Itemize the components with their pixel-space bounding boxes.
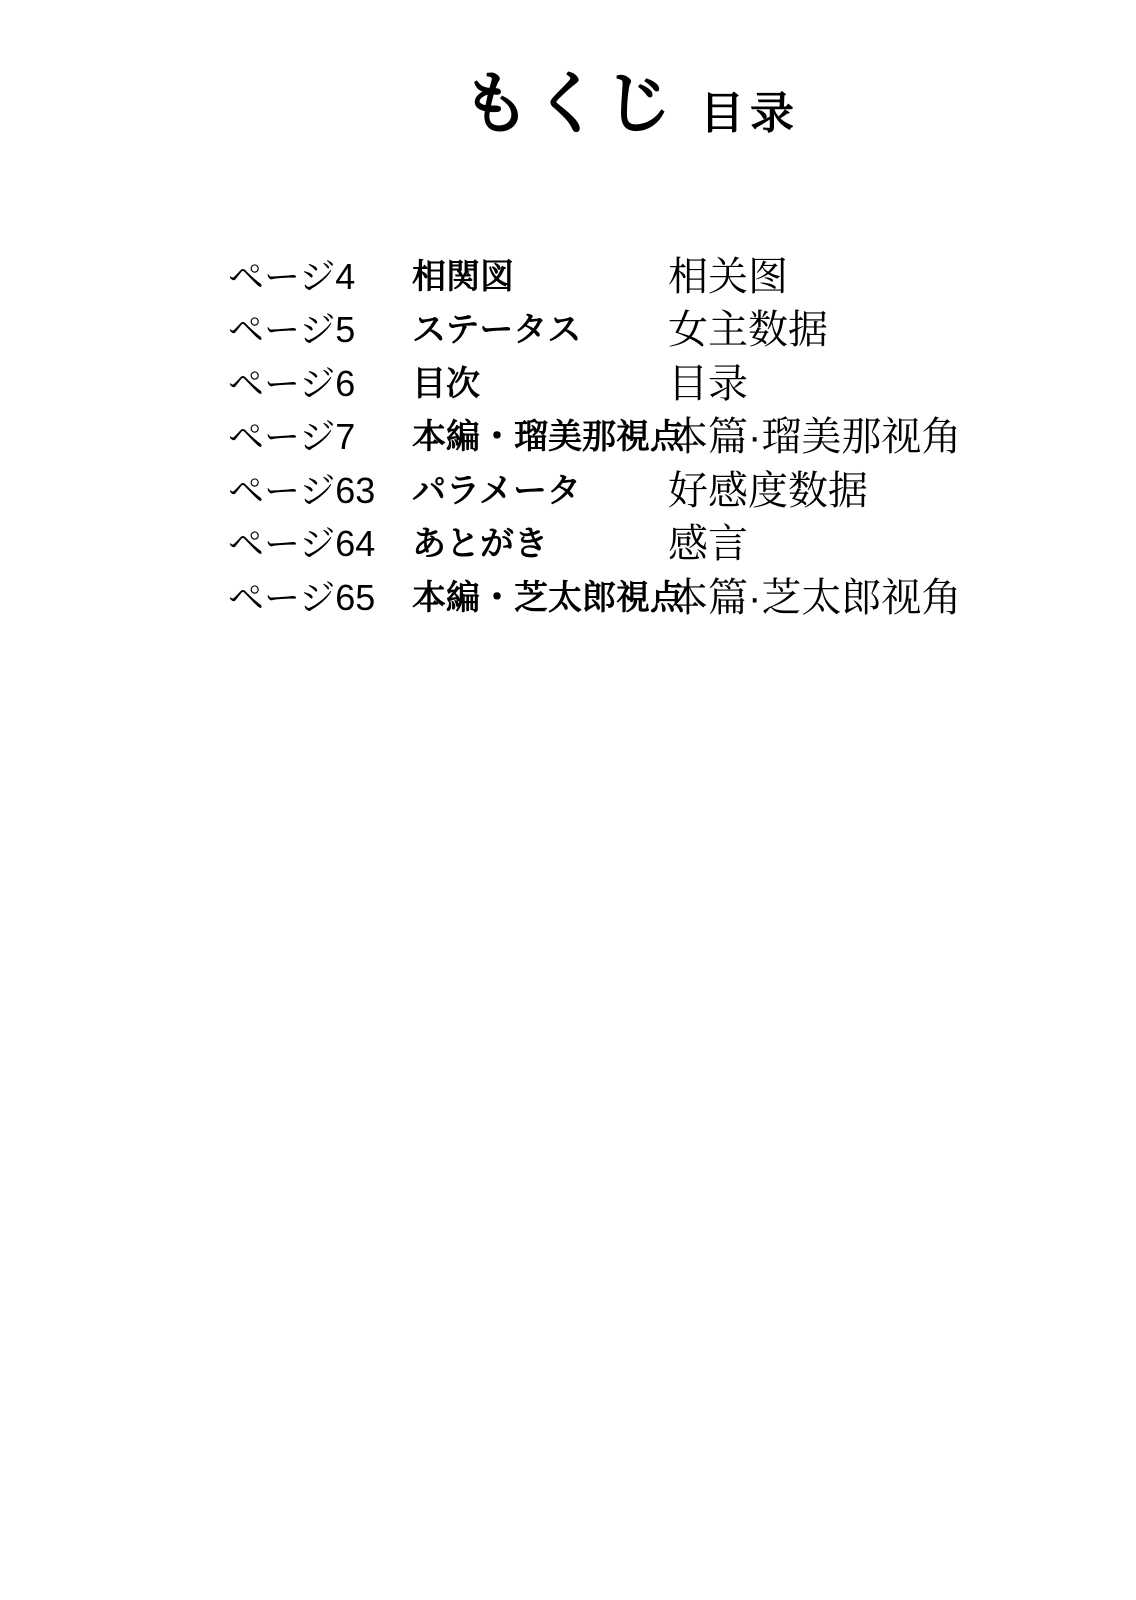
toc-row <box>0 357 1136 411</box>
toc-row <box>0 411 1136 465</box>
toc-page-number: ページ7 <box>228 416 356 458</box>
toc-title-zh: 好感度数据 <box>668 468 868 513</box>
toc-page-number: ページ5 <box>228 309 356 351</box>
toc-row <box>0 250 1136 304</box>
toc-title-ja: 目次 <box>412 364 480 403</box>
toc-title-zh: 女主数据 <box>668 308 828 353</box>
page-title-japanese: もくじ <box>462 66 676 142</box>
toc-title-zh: 本篇·芝太郎视角 <box>668 575 962 620</box>
toc-list <box>0 250 1136 625</box>
toc-row <box>0 571 1136 625</box>
toc-row <box>0 464 1136 518</box>
toc-title-ja: 本編・芝太郎視点 <box>412 578 684 617</box>
toc-page-number: ページ63 <box>228 469 376 511</box>
toc-title-zh: 本篇·瑠美那视角 <box>668 415 962 460</box>
toc-title-ja: ステータス <box>412 311 582 350</box>
toc-page-number: ページ4 <box>228 255 356 297</box>
toc-title-zh: 感言 <box>668 522 748 567</box>
toc-row <box>0 518 1136 572</box>
toc-title-zh: 目录 <box>668 361 748 406</box>
toc-page-number: ページ6 <box>228 362 356 404</box>
toc-title-ja: あとがき <box>412 525 548 564</box>
toc-title-ja: パラメータ <box>412 471 581 510</box>
toc-title-ja: 相関図 <box>412 257 514 296</box>
page-title-chinese: 目录 <box>700 89 800 138</box>
toc-title-zh: 相关图 <box>668 254 788 299</box>
toc-page-number: ページ64 <box>228 523 376 565</box>
toc-row <box>0 304 1136 358</box>
toc-page-number: ページ65 <box>228 576 376 618</box>
toc-title-ja: 本編・瑠美那視点 <box>412 418 684 457</box>
